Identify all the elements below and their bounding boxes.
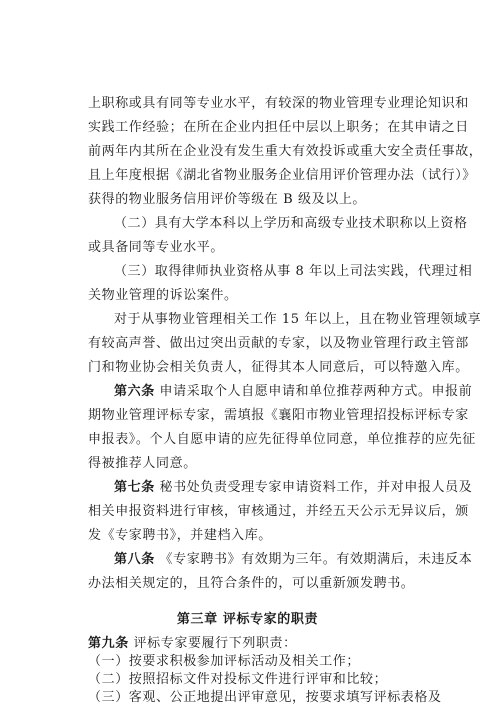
body-line: 相关申报资料进行审核，审核通过，并经五天公示无异议后，颁: [88, 504, 469, 519]
body-line: 有较高声誉、做出过突出贡献的专家，以及物业管理行政主管部: [88, 336, 469, 351]
article-heading: 第九条: [88, 636, 129, 651]
article-text: 秘书处负责受理专家申请资料工作，并对申报人员及: [159, 480, 473, 495]
article-9-line: [88, 636, 297, 652]
article-heading: 第七条: [114, 480, 155, 495]
duty-item: （一）按要求积极参加评标活动及相关工作；: [88, 654, 361, 669]
body-line: 办法相关规定的，且符合条件的，可以重新颁发聘书。: [88, 576, 415, 591]
body-line: 门和物业协会相关负责人，征得其本人同意后，可以特邀入库。: [88, 360, 469, 375]
body-line: 得被推荐人同意。: [88, 456, 197, 471]
article-text: 《专家聘书》有效期为三年。有效期满后，未违反本: [159, 552, 473, 567]
body-line: （三）取得律师执业资格从事 8 年以上司法实践，代理过相: [114, 264, 473, 279]
body-line: 对于从事物业管理相关工作 15 年以上，且在物业管理领域享: [114, 312, 482, 327]
article-heading: 第八条: [114, 552, 155, 567]
duty-item: （三）客观、公正地提出评审意见，按要求填写评标表格及: [88, 690, 442, 705]
article-text: 评标专家要履行下列职责：: [133, 636, 297, 651]
body-line: 或具备同等专业水平。: [88, 240, 225, 255]
body-line: 期物业管理评标专家，需填报《襄阳市物业管理招投标评标专家: [88, 408, 469, 423]
body-line: 上职称或具有同等专业水平，有较深的物业管理专业理论知识和: [88, 96, 469, 111]
article-7-line: [114, 480, 472, 496]
body-line: 实践工作经验；在所在企业内担任中层以上职务；在其申请之日: [88, 120, 469, 135]
body-line: 申报表》。个人自愿申请的应先征得单位同意，单位推荐的应先征: [88, 432, 476, 447]
body-line: 前两年内其所在企业没有发生重大有效投诉或重大安全责任事故，: [88, 144, 483, 159]
article-6-line: [114, 384, 472, 400]
article-heading: 第六条: [114, 384, 155, 399]
body-line: 关物业管理的诉讼案件。: [88, 288, 238, 303]
body-line: 且上年度根据《湖北省物业服务企业信用评价管理办法（试行）》: [88, 168, 476, 183]
body-line: 发《专家聘书》，并建档入库。: [88, 528, 272, 543]
body-line: （二）具有大学本科以上学历和高级专业技术职称以上资格: [114, 216, 468, 231]
body-line: 获得的物业服务信用评价等级在 B 级及以上。: [88, 192, 367, 207]
duty-item: （二）按照招标文件对投标文件进行评审和比较；: [88, 672, 388, 687]
article-8-line: [114, 552, 472, 568]
chapter-title: 第三章 评标专家的职责: [176, 612, 319, 627]
article-text: 申请采取个人自愿申请和单位推荐两种方式。申报前: [159, 384, 473, 399]
